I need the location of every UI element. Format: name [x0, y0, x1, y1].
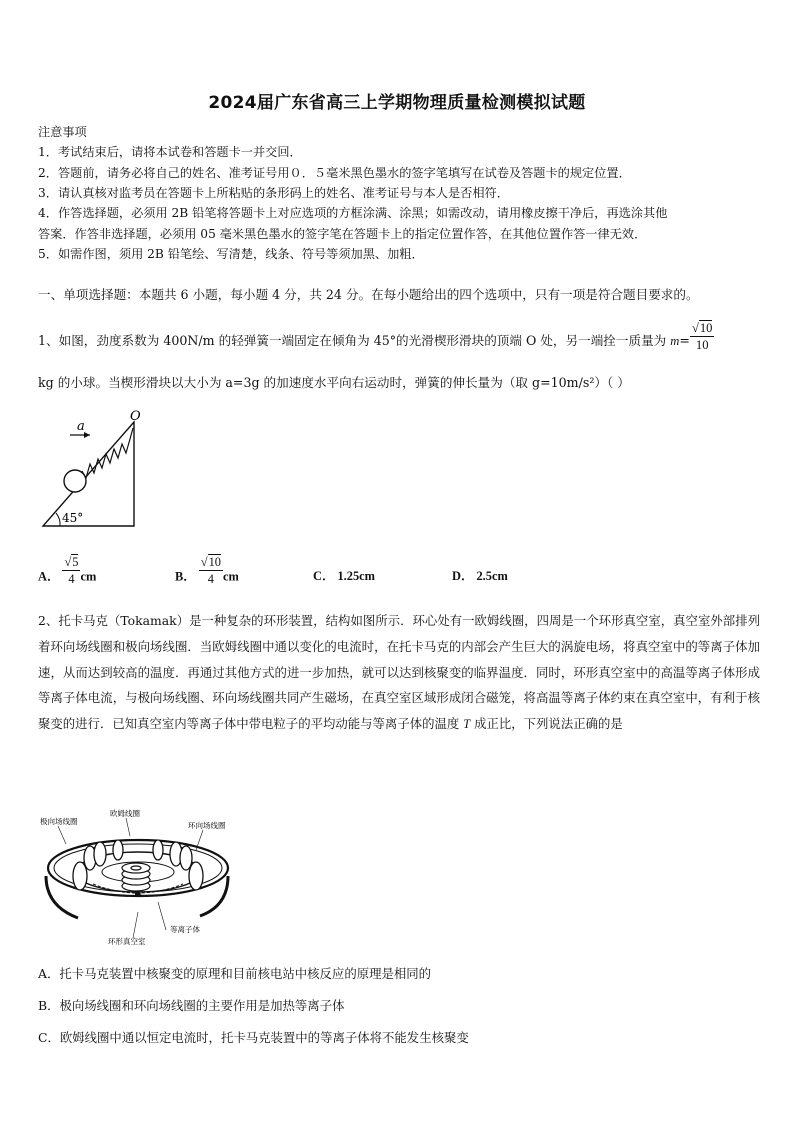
option-b-unit: cm — [222, 569, 239, 584]
ohmic-coil-icon — [122, 863, 150, 891]
label-o: O — [130, 409, 141, 424]
option-a-num: 5 — [72, 555, 79, 569]
q2-stem — [38, 608, 760, 738]
q1-option-b — [175, 555, 239, 587]
tokamak-figure — [38, 806, 248, 946]
label-plasma: 等离子体 — [170, 925, 200, 934]
q1-mass-num: 10 — [699, 321, 713, 335]
label-ohmic: 欧姆线圈 — [110, 809, 140, 818]
option-b-num: 10 — [208, 555, 221, 569]
option-a-den: 4 — [68, 572, 75, 586]
q1-option-c — [313, 568, 375, 584]
label-poloidal: 极向场线圈 — [40, 817, 78, 826]
option-b-fraction: $\frac{√10}{4}$ — [200, 555, 221, 586]
q2-option-a: A．托卡马克装置中核聚变的原理和目前核电站中核反应的原理是相同的 — [38, 966, 432, 981]
notice-item: 4．作答选择题，必须用 2B 铅笔将答题卡上对应选项的方框涂满、涂黑；如需改动，请用橡皮擦干净后，再选涂其他 — [38, 206, 668, 220]
option-b-den: 4 — [207, 572, 214, 586]
label-a: a — [77, 419, 85, 434]
q1-stem-line2: kg 的小球。当楔形滑块以大小为 a=3g 的加速度水平向右运动时，弹簧的伸长量为（取 g=10m/s²）（ ） — [38, 375, 630, 390]
label-vacuum: 环形真空室 — [108, 937, 146, 946]
q1-option-a — [38, 555, 97, 587]
q1-mass-var: m — [670, 334, 680, 348]
arrowhead-icon — [84, 432, 90, 438]
notice-item: 3．请认真核对监考员在答题卡上所粘贴的条形码上的姓名、准考证号与本人是否相符． — [38, 186, 509, 200]
q1-mass-den: 10 — [695, 338, 709, 352]
option-d-text: 2.5cm — [476, 569, 508, 583]
option-letter: D． — [452, 569, 474, 583]
option-c-text: 1.25cm — [337, 569, 375, 583]
label-angle: 45° — [62, 511, 84, 525]
notice-item: 1．考试结束后，请将本试卷和答题卡一并交回． — [38, 145, 302, 159]
q2-option-c: C．欧姆线圈中通以恒定电流时，托卡马克装置中的等离子体将不能发生核聚变 — [38, 1030, 469, 1045]
q2-option-b: B．极向场线圈和环向场线圈的主要作用是加热等离子体 — [38, 998, 345, 1013]
option-a-fraction: $\frac{√5}{4}$ — [64, 555, 79, 586]
q2-var-t: T — [463, 717, 471, 732]
q1-wedge-figure — [38, 408, 148, 530]
wedge-shape — [43, 422, 134, 526]
section-heading: 一、单项选择题：本题共 6 小题，每小题 4 分，共 24 分。在每小题给出的四个选项中，只有一项是符合题目要求的。 — [38, 287, 699, 302]
option-letter: A． — [38, 569, 60, 584]
page-title: 2024届广东省高三上学期物理质量检测模拟试题 — [208, 93, 586, 113]
notice-item: 5．如需作图，须用 2B 铅笔绘、写清楚，线条、符号等须加黑、加粗． — [38, 247, 424, 261]
option-letter: C． — [313, 569, 335, 583]
angle-arc — [56, 513, 60, 526]
notice-item: 2．答题前，请务必将自己的姓名、准考证号用０．５毫米黑色墨水的签字笔填写在试卷及答题卡的规定位置． — [38, 166, 631, 180]
notice-heading: 注意事项 — [38, 125, 87, 139]
q2-text-end: 成正比，下列说法正确的是 — [470, 716, 623, 732]
q1-stem-line1 — [38, 321, 714, 353]
option-letter: B． — [175, 569, 196, 584]
q1-stem-text: 1、如图，劲度系数为 400N/m 的轻弹簧一端固定在倾角为 45°的光滑楔形滑块的顶端 O 处，另一端拴一质量为 — [38, 333, 671, 348]
q1-option-d — [452, 568, 508, 584]
option-a-unit: cm — [80, 569, 97, 584]
notice-item: 答案．作答非选择题，必须用 05 毫米黑色墨水的签字笔在答题卡上的指定位置作答，在其他位置作答一律无效． — [38, 227, 647, 241]
q2-text: 2、托卡马克（Tokamak）是一种复杂的环形装置，结构如图所示．环心处有一欧姆线圈，四周是一个环形真空室，真空室外部排列着环向场线圈和极向场线圈．当欧姆线圈中通以变化的电流时，在托卡马克的内部会产生巨大的涡旋电场，将真空室中的等离子体加速，从而达到较高的温度．再通过其他方式的进一步加热，就可以达到核聚变的临界温度．同时，环形真空室中的高温等离子体形成等离子体电流，与极向场线圈、环向场线圈共同产生磁场，在真空室区域形成闭合磁笼，将高温等离子体约束在真空室中，有利于核聚变的进行．已知真空室内等离子体中带电粒子的平均动能与等离子体的温度 — [38, 613, 760, 732]
label-toroidal: 环向场线圈 — [188, 821, 226, 830]
q1-mass-eq: = — [679, 333, 690, 348]
q1-mass-fraction: $\frac{√10}{10}$ — [691, 321, 713, 352]
